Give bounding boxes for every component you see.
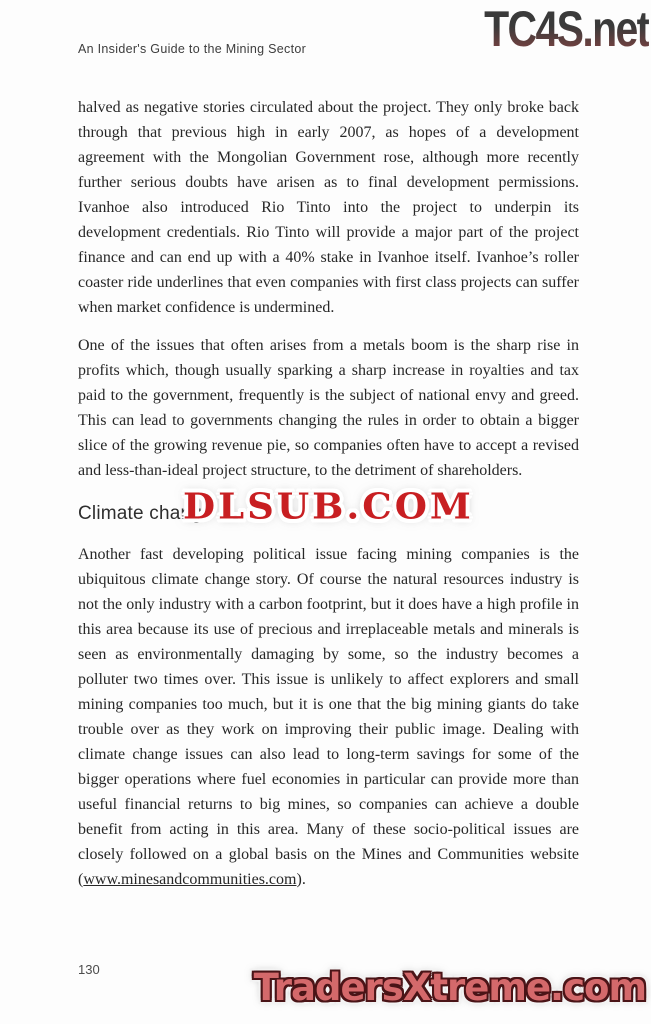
running-header: An Insider's Guide to the Mining Sector xyxy=(78,42,307,56)
paragraph-ivanhoe: halved as negative stories circulated about the project. They only broke back through that previous high in early 2007, as hopes of a development agreement with the Mongolian Government rose, although more recently further serious doubts have arisen as to final development permissions. Ivanhoe also introduced Rio Tinto into the project to underpin its development credentials. Rio Tinto will provide a major part of the project finance and can end up with a 40% stake in Ivanhoe itself. Ivanhoe’s roller coaster ride underlines that even companies with first class projects can suffer when market confidence is undermined. xyxy=(78,99,579,316)
page-number: 130 xyxy=(78,962,100,977)
dlsub-watermark: DLSUB.COM xyxy=(183,484,474,528)
paragraph-climate-change xyxy=(78,542,579,892)
tc4s-watermark: TC4S.net xyxy=(484,1,649,57)
paragraph-text: Another fast developing political issue facing mining companies is the ubiquitous climate change story. Of course the natural resources industry is not the only industry with a carbon footprint, but it does have a high profile in this area because its use of precious and irreplaceable metals and minerals is seen as environmentally damaging by some, so the industry becomes a polluter two times over. This issue is unlikely to affect explorers and small mining companies too much, but it is one that the big mining giants do take trouble over as they work on improving their public image. Dealing with climate change issues can also lead to long-term savings for some of the bigger operations where fuel economies in particular can provide more than useful financial returns to big mines, so companies can achieve a double benefit from acting in this area. Many of these socio-political issues are closely followed on a global basis on the Mines and Communities website ( xyxy=(78,546,579,888)
section-heading-climate-change: Climate change xyxy=(78,503,213,524)
paragraph-text: ). xyxy=(296,871,306,888)
tradersxtreme-watermark: TradersXtreme.com xyxy=(253,966,646,1009)
mines-communities-link[interactable]: www.minesandcommunities.com xyxy=(83,871,297,888)
paragraph-metals-boom: One of the issues that often arises from a metals boom is the sharp rise in profits which, though usually sparking a sharp increase in royalties and tax paid to the government, frequently is the subject of national envy and greed. This can lead to governments changing the rules in order to obtain a bigger slice of the growing revenue pie, so companies often have to accept a revised and less-than-ideal project structure, to the detriment of shareholders. xyxy=(78,337,579,479)
